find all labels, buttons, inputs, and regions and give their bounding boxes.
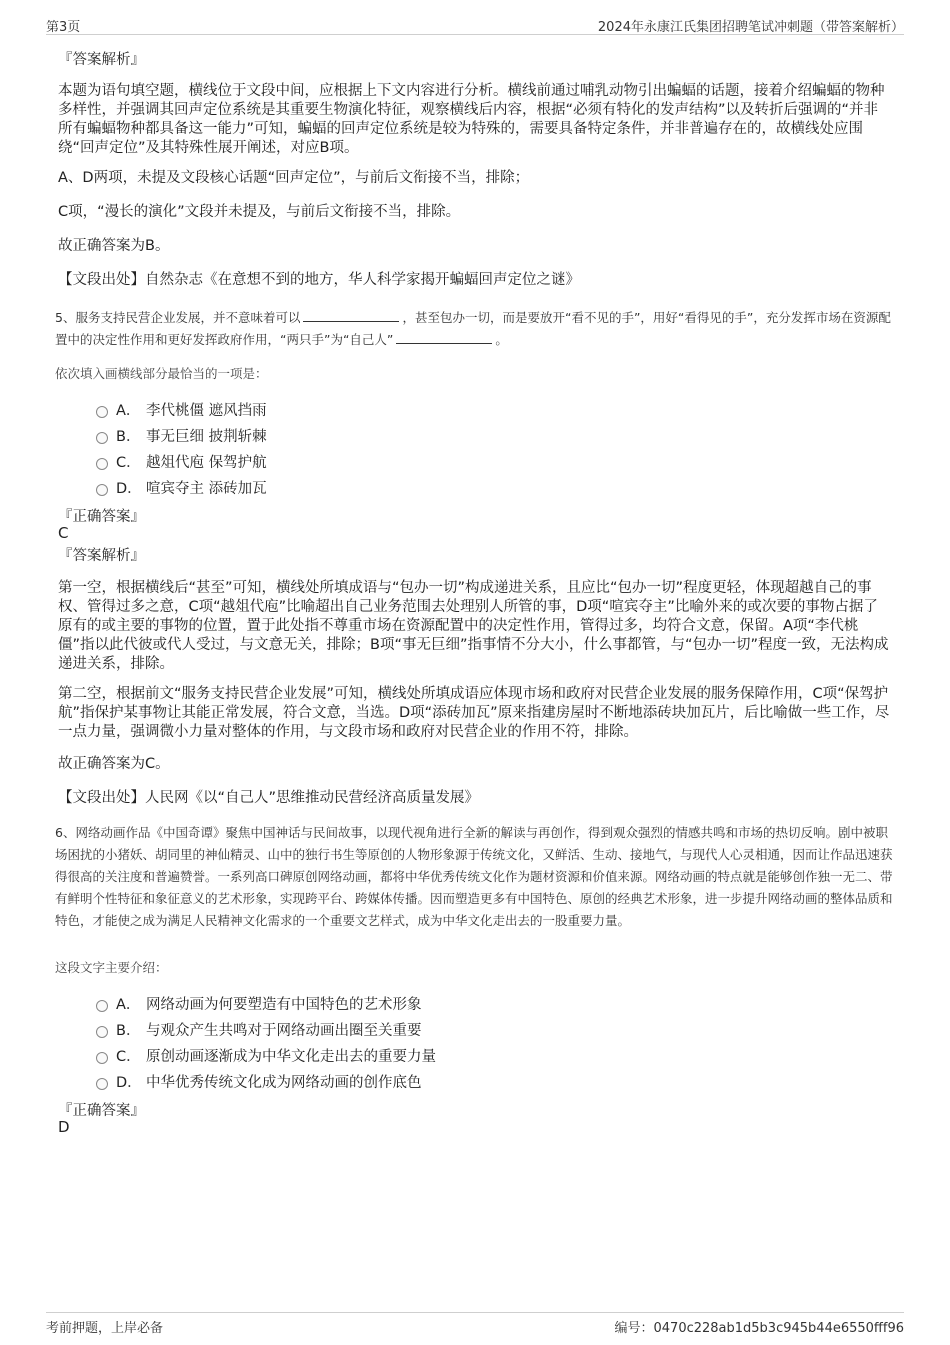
fill-blank-1 (303, 309, 399, 322)
q6-correct-answer: D (58, 1118, 70, 1136)
q6-stem: 6、网络动画作品《中国奇谭》聚焦中国神话与民间故事，以现代视角进行全新的解读与再创作，得到观众强烈的情感共鸣和市场的热切反响。剧中被职场困扰的小猪妖、胡同里的神仙精灵、山中的独行书生等原创的人物形象源于传统文化，又鲜活、生动、接地气，与现代人心灵相通，因而让作品迅速获得很高的关注度和普遍赞誉。一系列高口碑原创网络动画，都将中华优秀传统文化作为题材资源和价值来源。网络动画的特点就是能够创作独一无二、带有鲜明个性特征和象征意义的艺术形象，实现跨平台、跨媒体传播。因而塑造更多有中国特色、原创的经典艺术形象，进一步提升网络动画的整体品质和特色，才能使之成为满足人民精神文化需求的一个重要文艺样式，成为中华文化走出去的一股重要力量。 (55, 825, 893, 928)
radio-icon[interactable] (96, 432, 108, 444)
q6-option-b[interactable]: B． 与观众产生共鸣对于网络动画出圈至关重要 (96, 1019, 422, 1040)
q4-analysis-label: 『答案解析』 (58, 52, 145, 68)
q5-option-d[interactable]: D． 喧宾夺主 添砖加瓦 (96, 477, 267, 498)
q5-option-a[interactable]: A． 李代桃僵 遮风挡雨 (96, 399, 267, 420)
q5-stem: 5、服务支持民营企业发展，并不意味着可以 ，甚至包办一切，而是要放开“看不见的手”，用好“看得见的手”，充分发挥市场在资源配置中的决定性作用和更好发挥政府作用，“两只手”为“自己人” 。 (55, 310, 891, 347)
footer-slogan: 考前押题，上岸必备 (46, 1321, 164, 1336)
q5-option-b[interactable]: B． 事无巨细 披荆斩棘 (96, 425, 267, 446)
radio-icon[interactable] (96, 1078, 108, 1090)
q5-conclusion: 故正确答案为C。 (58, 756, 170, 772)
q4-source: 【文段出处】自然杂志《在意想不到的地方，华人科学家揭开蝙蝠回声定位之谜》 (58, 272, 580, 288)
q5-source: 【文段出处】人民网《以“自己人”思维推动民营经济高质量发展》 (58, 790, 480, 806)
radio-icon[interactable] (96, 1000, 108, 1012)
q5-analysis-2: 第二空，根据前文“服务支持民营企业发展”可知，横线处所填成语应体现市场和政府对民营企业发展的服务保障作用，C项“保驾护航”指保护某事物让其能正常发展，符合文意，当选。D项“添砖加瓦”原来指建房屋时不断地添砖块加瓦片，后比喻做一些工作，尽一点力量，强调微小力量对整体的作用，与文段市场和政府对民营企业的作用不符，排除。 (58, 686, 890, 740)
q4-conclusion: 故正确答案为B。 (58, 238, 170, 254)
q6-option-d[interactable]: D． 中华优秀传统文化成为网络动画的创作底色 (96, 1071, 422, 1092)
q6-option-c[interactable]: C． 原创动画逐渐成为中华文化走出去的重要力量 (96, 1045, 436, 1066)
radio-icon[interactable] (96, 406, 108, 418)
fill-blank-2 (396, 331, 492, 344)
q5-analysis-label: 『答案解析』 (58, 548, 145, 564)
document-title: 2024年永康江氏集团招聘笔试冲刺题（带答案解析） (597, 20, 904, 35)
q5-correct-label: 『正确答案』 (58, 509, 145, 525)
radio-icon[interactable] (96, 1026, 108, 1038)
q5-correct-answer: C (58, 524, 69, 542)
radio-icon[interactable] (96, 484, 108, 496)
page-number: 第3页 (46, 20, 81, 35)
radio-icon[interactable] (96, 458, 108, 470)
q4-analysis: 本题为语句填空题，横线位于文段中间，应根据上下文内容进行分析。横线前通过哺乳动物引出蝙蝠的话题，接着介绍蝙蝠的物种多样性，并强调其回声定位系统是其重要生物演化特征，观察横线后内容，根据“必须有特化的发声结构”以及转折后强调的“并非所有蝙蝠物种都具备这一能力”可知，蝙蝠的回声定位系统是较为特殊的，需要具备特定条件，并非普遍存在的，故横线处应围绕“回声定位”及其特殊性展开阐述，对应B项。 (58, 83, 885, 156)
q6-correct-label: 『正确答案』 (58, 1103, 145, 1119)
q4-analysis-ad: A、D两项，未提及文段核心话题“回声定位”，与前后文衔接不当，排除； (58, 170, 530, 186)
page-header (46, 14, 904, 35)
radio-icon[interactable] (96, 1052, 108, 1064)
q5-instruction: 依次填入画横线部分最恰当的一项是： (55, 366, 268, 381)
q5-option-c[interactable]: C． 越俎代庖 保驾护航 (96, 451, 267, 472)
q6-instruction: 这段文字主要介绍： (55, 960, 168, 975)
document-id: 编号：0470c228ab1d5b3c945b44e6550fff96 (614, 1321, 904, 1336)
page-footer (46, 1312, 904, 1335)
q4-analysis-c: C项，“漫长的演化”文段并未提及，与前后文衔接不当，排除。 (58, 204, 461, 220)
q5-analysis-1: 第一空，根据横线后“甚至”可知，横线处所填成语与“包办一切”构成递进关系，且应比“包办一切”程度更轻，体现超越自己的事权、管得过多之意，C项“越俎代庖”比喻超出自己业务范围去处理别人所管的事，D项“喧宾夺主”比喻外来的或次要的事物占据了原有的或主要的事物的位置，置于此处指不尊重市场在资源配置中的决定性作用，管得过多，均符合文意，保留。A项“李代桃僵”指以此代彼或代人受过，与文意无关，排除；B项“事无巨细”指事情不分大小，什么事都管，与“包办一切”程度一致，无法构成递进关系，排除。 (58, 580, 889, 672)
q6-option-a[interactable]: A． 网络动画为何要塑造有中国特色的艺术形象 (96, 993, 422, 1014)
